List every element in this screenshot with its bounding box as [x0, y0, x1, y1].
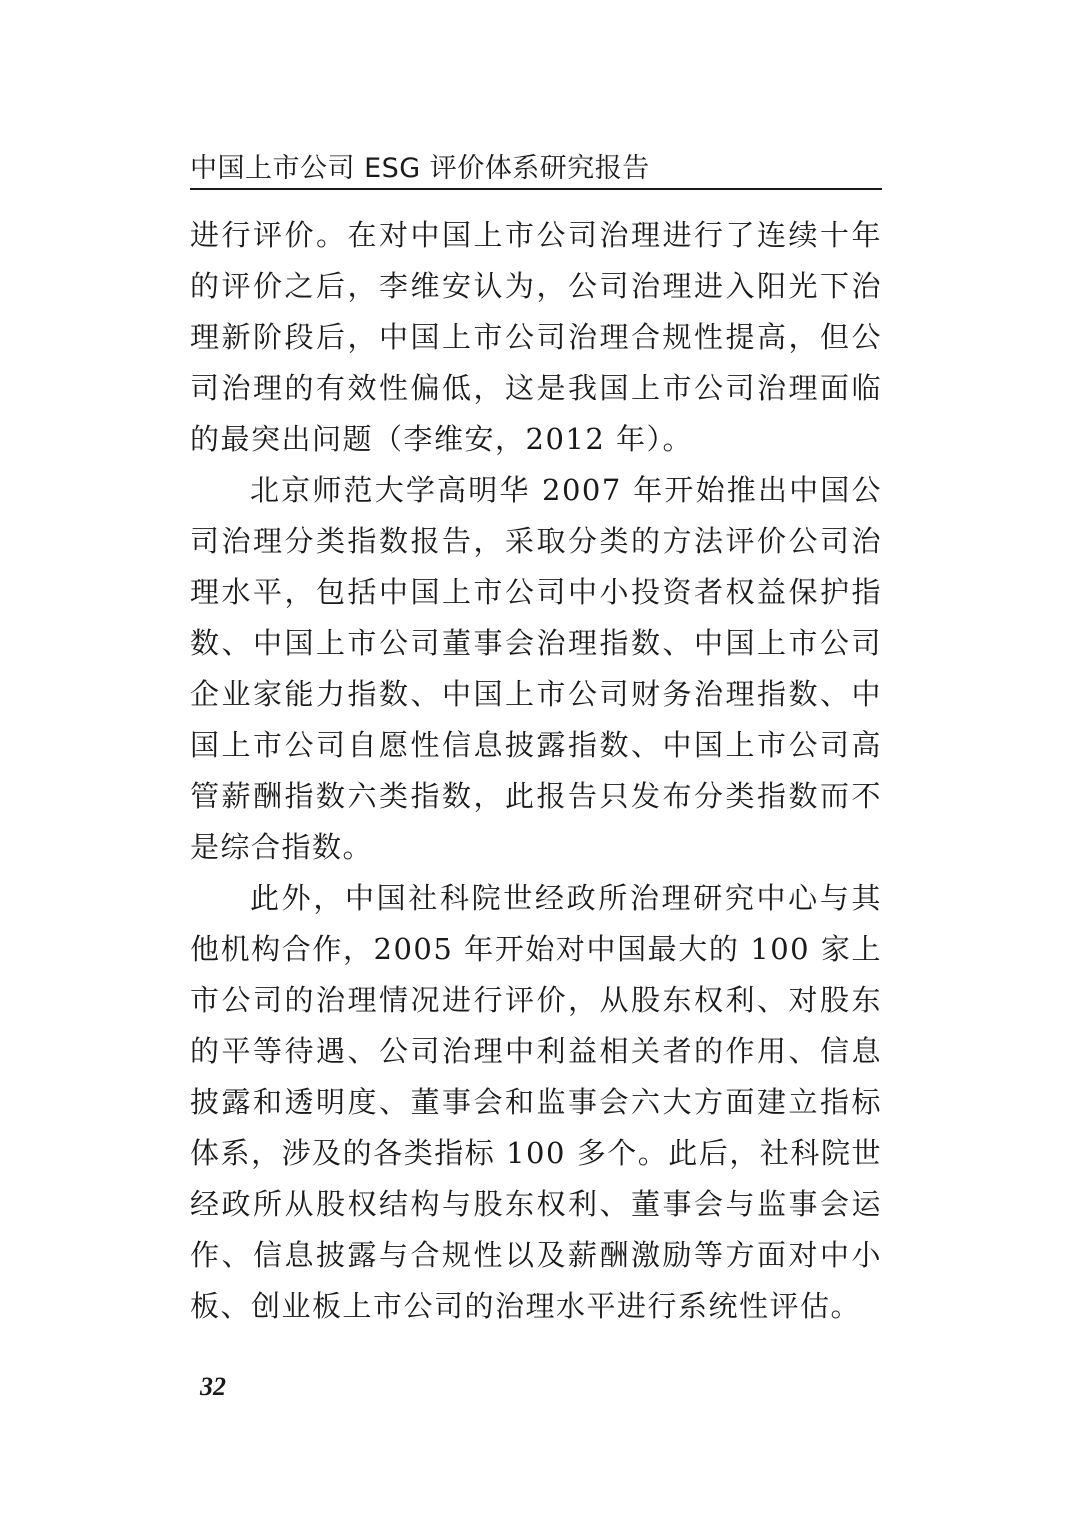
paragraph-cass-evaluation: 此外，中国社科院世经政所治理研究中心与其他机构合作，2005 年开始对中国最大的 100 家上市公司的治理情况进行评价，从股东权利、对股东的平等待遇、公司治理中利益相关者的作用、信息披露和透明度、董事会和监事会六大方面建立指标体系，涉及的各类指标 100 多个。此后，社科院世经政所从股权结构与股东权利、董事会与监事会运作、信息披露与合规性以及薪酬激励等方面对中小板、创业板上市公司的治理水平进行系统性评估。 [190, 881, 882, 1323]
running-header [190, 142, 882, 190]
page-number: 32 [200, 1372, 226, 1401]
paragraph-gao-minghua-index: 北京师范大学高明华 2007 年开始推出中国公司治理分类指数报告，采取分类的方法评价公司治理水平，包括中国上市公司中小投资者权益保护指数、中国上市公司董事会治理指数、中国上市公司企业家能力指数、中国上市公司财务治理指数、中国上市公司自愿性信息披露指数、中国上市公司高管薪酬指数六类指数，此报告只发布分类指数而不是综合指数。 [190, 473, 882, 864]
paragraph-continued: 进行评价。在对中国上市公司治理进行了连续十年的评价之后，李维安认为，公司治理进入阳光下治理新阶段后，中国上市公司治理合规性提高，但公司治理的有效性偏低，这是我国上市公司治理面临的最突出问题（李维安，2012 年）。 [190, 218, 882, 456]
book-title: 中国上市公司 ESG 评价体系研究报告 [190, 153, 650, 184]
body-text [190, 210, 882, 1332]
